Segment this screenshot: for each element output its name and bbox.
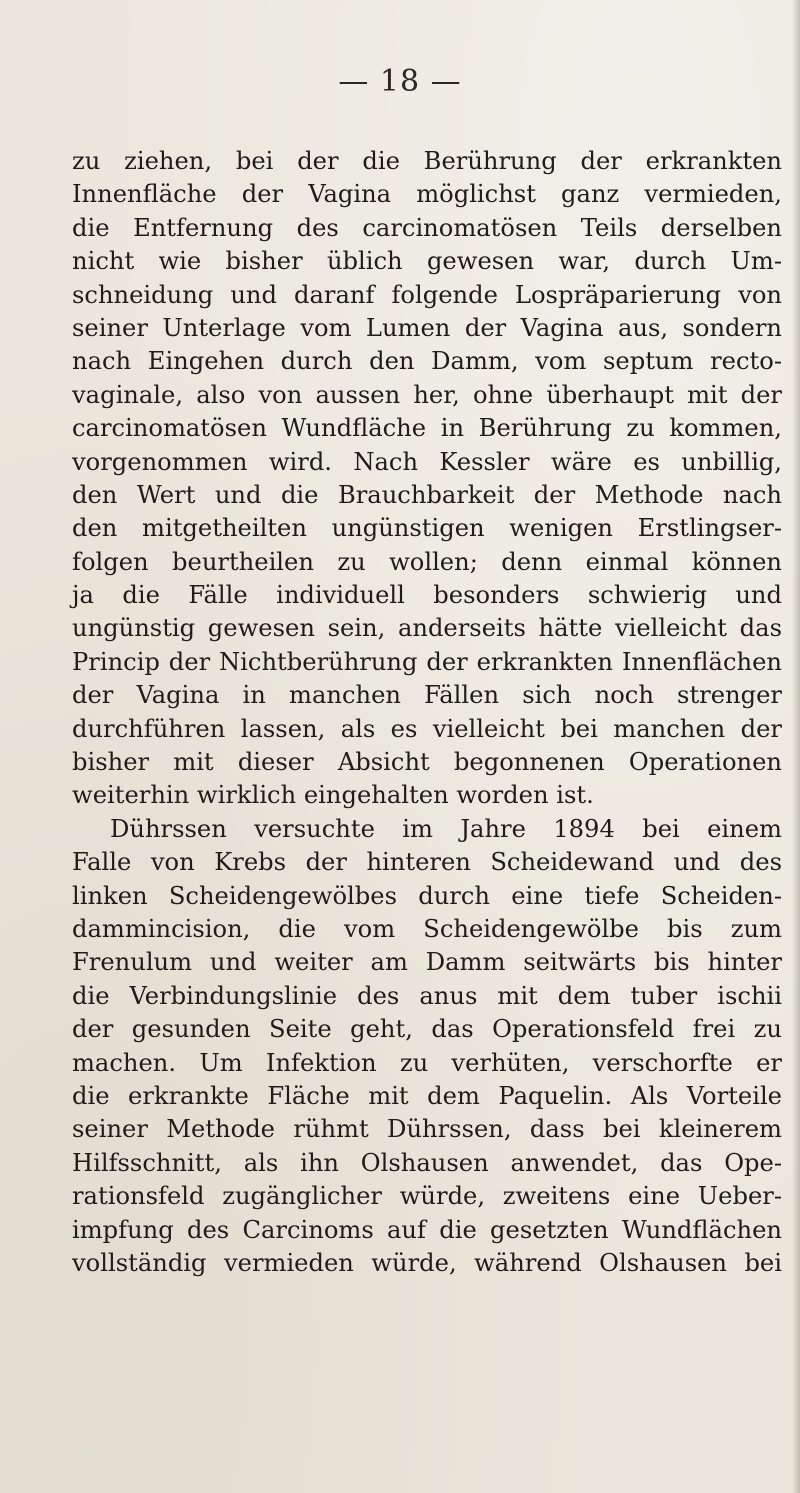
text-line: ungünstig gewesen sein, anderseits hätte vielleicht das bbox=[72, 614, 782, 643]
text-line: Falle von Krebs der hinteren Scheidewand und des bbox=[72, 848, 782, 877]
page-edge-shadow bbox=[792, 0, 800, 1493]
text-line: den Wert und die Brauchbarkeit der Methode nach bbox=[72, 480, 782, 509]
text-line: seiner Methode rühmt Dührssen, dass bei kleinerem bbox=[72, 1115, 782, 1144]
text-line: der Vagina in manchen Fällen sich noch strenger bbox=[72, 681, 782, 710]
text-line: die Verbindungslinie des anus mit dem tuber ischii bbox=[72, 981, 782, 1010]
text-line: zu ziehen, bei der die Berührung der erkrankten bbox=[72, 147, 782, 175]
text-line: linken Scheidengewölbes durch eine tiefe Scheiden- bbox=[72, 881, 782, 910]
text-line: folgen beurtheilen zu wollen; denn einmal können bbox=[72, 547, 782, 576]
text-line: Innenfläche der Vagina möglichst ganz vermieden, bbox=[72, 180, 782, 209]
body-text bbox=[72, 145, 782, 1280]
text-line: carcinomatösen Wundfläche in Berührung zu kommen, bbox=[72, 414, 782, 443]
text-line: den mitgetheilten ungünstigen wenigen Erstlingser- bbox=[72, 514, 782, 543]
text-line: Hilfsschnitt, als ihn Olshausen anwendet, das Ope- bbox=[72, 1148, 782, 1177]
text-line: bisher mit dieser Absicht begonnenen Operationen bbox=[72, 748, 782, 777]
text-line: die erkrankte Fläche mit dem Paquelin. Als Vorteile bbox=[72, 1081, 782, 1110]
text-line: weiterhin wirklich eingehalten worden ist. bbox=[72, 781, 594, 810]
text-line: nach Eingehen durch den Damm, vom septum recto- bbox=[72, 347, 782, 376]
text-line: der gesunden Seite geht, das Operationsfeld frei zu bbox=[72, 1015, 782, 1044]
text-line: seiner Unterlage vom Lumen der Vagina aus, sondern bbox=[72, 313, 782, 342]
text-line: die Entfernung des carcinomatösen Teils derselben bbox=[72, 213, 782, 242]
text-line: durchführen lassen, als es vielleicht bei manchen der bbox=[72, 714, 782, 743]
text-line: vollständig vermieden würde, während Olshausen bei bbox=[72, 1248, 782, 1277]
text-line: nicht wie bisher üblich gewesen war, durch Um- bbox=[72, 247, 782, 276]
text-line: vaginale, also von aussen her, ohne überhaupt mit der bbox=[72, 380, 782, 409]
page-number: — 18 — bbox=[338, 64, 462, 99]
text-line: Frenulum und weiter am Damm seitwärts bis hinter bbox=[72, 948, 782, 977]
text-line: rationsfeld zugänglicher würde, zweitens eine Ueber- bbox=[72, 1182, 782, 1211]
text-line: vorgenommen wird. Nach Kessler wäre es unbillig, bbox=[72, 447, 782, 476]
text-line: machen. Um Infektion zu verhüten, verschorfte er bbox=[72, 1048, 782, 1077]
text-line: dammincision, die vom Scheidengewölbe bis zum bbox=[72, 914, 782, 943]
text-line: schneidung und daranf folgende Lospräparierung von bbox=[72, 280, 782, 309]
text-line: Dührssen versuchte im Jahre 1894 bei einem bbox=[110, 814, 782, 843]
text-line: Princip der Nichtberührung der erkrankten Innenflächen bbox=[72, 647, 782, 676]
text-line: impfung des Carcinoms auf die gesetzten Wundflächen bbox=[72, 1215, 782, 1244]
text-line: ja die Fälle individuell besonders schwierig und bbox=[72, 581, 782, 610]
